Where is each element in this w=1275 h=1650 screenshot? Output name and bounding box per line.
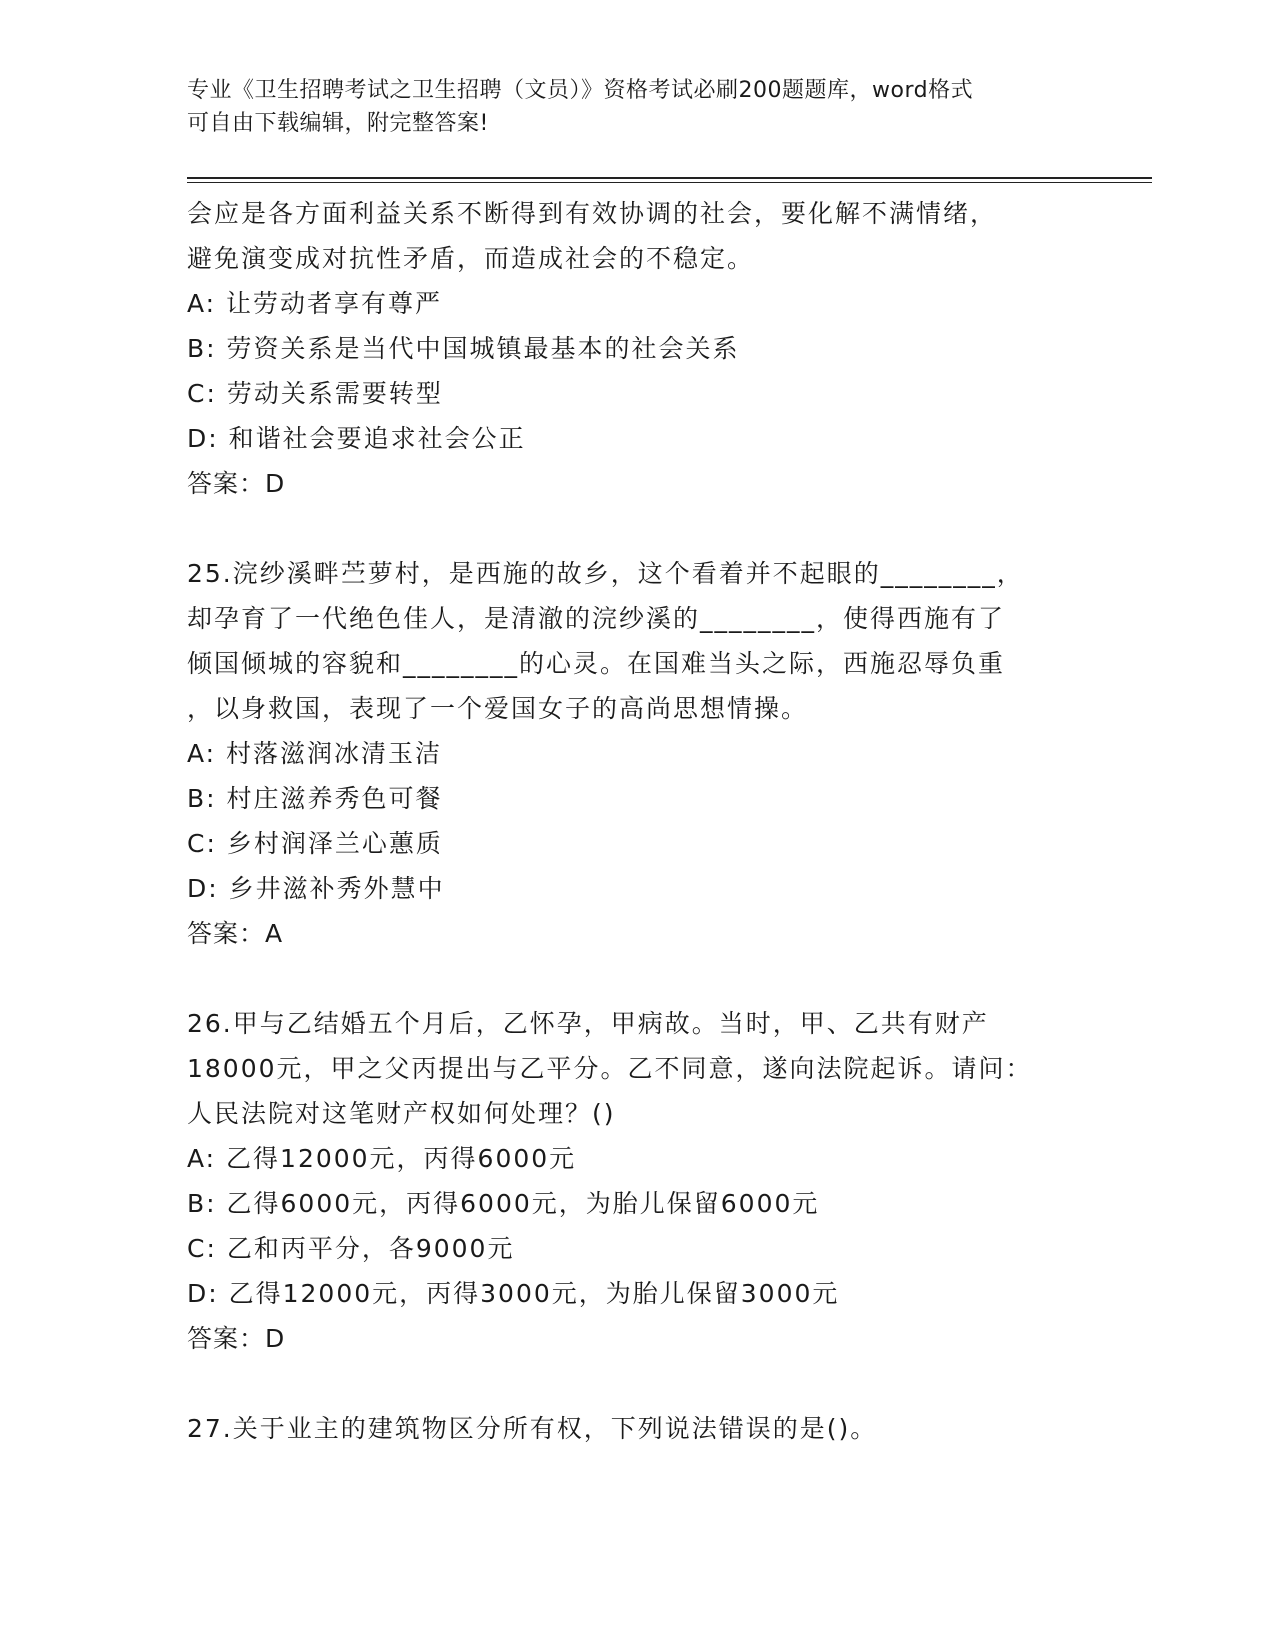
option-b: B: 乙得6000元，丙得6000元，为胎儿保留6000元	[187, 1189, 820, 1218]
option-d: D: 和谐社会要追求社会公正	[187, 424, 526, 453]
question-24-continued	[187, 191, 1107, 506]
header-rule-thin	[187, 182, 1152, 183]
option-b: B: 村庄滋养秀色可餐	[187, 784, 443, 813]
option-a: A: 让劳动者享有尊严	[187, 289, 443, 318]
option-c: C: 乡村润泽兰心蕙质	[187, 829, 443, 858]
spacer	[187, 506, 1107, 551]
spacer	[187, 1361, 1107, 1406]
question-26	[187, 1001, 1107, 1361]
answer-line: 答案：D	[187, 1324, 286, 1353]
option-d: D: 乡井滋补秀外慧中	[187, 874, 445, 903]
question-text-line: 倾国倾城的容貌和________的心灵。在国难当头之际，西施忍辱负重	[187, 649, 1006, 678]
answer-line: 答案：D	[187, 469, 286, 498]
question-text-line: 26.甲与乙结婚五个月后，乙怀孕，甲病故。当时，甲、乙共有财产	[187, 1009, 989, 1038]
option-c: C: 劳动关系需要转型	[187, 379, 443, 408]
answer-line: 答案：A	[187, 919, 284, 948]
document-header	[187, 74, 1087, 140]
question-text-line: 18000元，甲之父丙提出与乙平分。乙不同意，遂向法院起诉。请问：	[187, 1054, 1033, 1083]
question-text-line: 27.关于业主的建筑物区分所有权，下列说法错误的是()。	[187, 1414, 878, 1443]
option-c: C: 乙和丙平分，各9000元	[187, 1234, 515, 1263]
option-a: A: 村落滋润冰清玉洁	[187, 739, 443, 768]
header-line-1: 专业《卫生招聘考试之卫生招聘（文员）》资格考试必刷200题题库，word格式	[187, 78, 974, 103]
question-27	[187, 1406, 1107, 1451]
question-text-line: ，以身救国，表现了一个爱国女子的高尚思想情操。	[187, 694, 809, 723]
question-text-line: 25.浣纱溪畔苎萝村，是西施的故乡，这个看着并不起眼的________，	[187, 559, 1024, 588]
option-a: A: 乙得12000元，丙得6000元	[187, 1144, 577, 1173]
option-b: B: 劳资关系是当代中国城镇最基本的社会关系	[187, 334, 740, 363]
question-25	[187, 551, 1107, 956]
header-rule-thick	[187, 177, 1152, 179]
question-text-line: 却孕育了一代绝色佳人，是清澈的浣纱溪的________，使得西施有了	[187, 604, 1006, 633]
document-body	[187, 191, 1107, 1451]
question-text-line: 人民法院对这笔财产权如何处理？()	[187, 1099, 616, 1128]
spacer	[187, 956, 1107, 1001]
question-text-line: 避免演变成对抗性矛盾，而造成社会的不稳定。	[187, 244, 755, 273]
option-d: D: 乙得12000元，丙得3000元，为胎儿保留3000元	[187, 1279, 840, 1308]
header-line-2: 可自由下载编辑，附完整答案!	[187, 111, 489, 136]
question-text-line: 会应是各方面利益关系不断得到有效协调的社会，要化解不满情绪，	[187, 199, 998, 228]
